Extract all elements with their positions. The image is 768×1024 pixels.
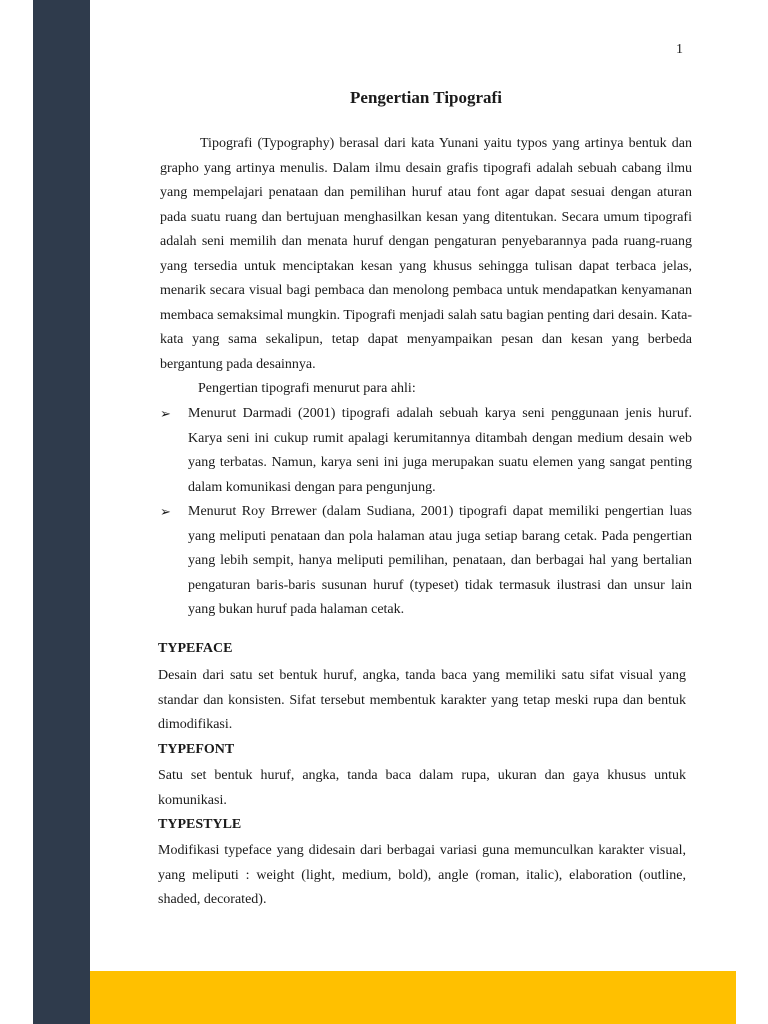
section-body-typestyle: Modifikasi typeface yang didesain dari berbagai variasi guna memunculkan karakter visual, yang meliputi : weight (light, medium, bold), angle (roman, italic), elaboration (outline, shaded, decorated).	[158, 843, 686, 907]
bullet-arrow-icon: ➢	[160, 504, 171, 519]
section-body-typeface: Desain dari satu set bentuk huruf, angka, tanda baca yang memiliki satu sifat visual yang standar dan konsisten. Sifat tersebut membentuk karakter yang tetap meski rupa dan bentuk dimodifikasi.	[158, 668, 686, 732]
sidebar-decoration	[33, 0, 90, 1024]
bullet-arrow-icon: ➢	[160, 406, 171, 421]
page-margin-right	[736, 0, 768, 1024]
bullet-text: Menurut Darmadi (2001) tipografi adalah sebuah karya seni penggunaan jenis huruf. Karya seni ini cukup rumit apalagi kerumitannya ditambah dengan medium desain web yang terbatas. Namun, karya seni ini juga merupakan suatu elemen yang sangat penting dalam komunikasi dengan para pengunjung.	[188, 406, 692, 495]
section-heading-typeface: TYPEFACE	[158, 641, 233, 656]
page-number: 1	[676, 42, 683, 57]
section-body-typefont: Satu set bentuk huruf, angka, tanda baca dalam rupa, ukuran dan gaya khusus untuk komunikasi.	[158, 768, 686, 808]
section-heading-typefont: TYPEFONT	[158, 742, 235, 757]
bullet-text: Menurut Roy Brrewer (dalam Sudiana, 2001) tipografi dapat memiliki pengertian luas yang meliputi penataan dan pola halaman atau juga setiap barang cetak. Pada pengertian yang lebih sempit, hanya meliputi pemilihan, penataan, dan berbagai hal yang bertalian pengaturan baris-baris susunan huruf (typeset) tidak termasuk ilustrasi dan unsur lain yang bukan huruf pada halaman cetak.	[188, 504, 692, 617]
intro-paragraph: Tipografi (Typography) berasal dari kata Yunani yaitu typos yang artinya bentuk dan grapho yang artinya menulis. Dalam ilmu desain grafis tipografi adalah sebuah cabang ilmu yang mempelajari penataan dan pemilihan huruf atau font agar dapat sesuai dengan aturan pada suatu ruang dan bertujuan menghasilkan kesan yang ditentukan. Secara umum tipografi adalah seni memilih dan menata huruf dengan pengaturan penyebarannya pada ruang-ruang yang tersedia untuk menciptakan kesan yang khusus sehingga tulisan dapat terbaca jelas, menarik secara visual bagi pembaca dan menolong pembaca untuk mendapatkan kenyamanan membaca semaksimal mungkin. Tipografi menjadi salah satu bagian penting dari desain. Kata-kata yang sama sekalipun, tetap dapat menyampaikan pesan dan kesan yang berbeda bergantung pada desainnya.	[160, 136, 692, 372]
page-title: Pengertian Tipografi	[350, 88, 502, 107]
footer-band	[90, 971, 736, 1024]
section-heading-typestyle: TYPESTYLE	[158, 817, 242, 832]
page-margin-left	[0, 0, 33, 1024]
experts-intro: Pengertian tipografi menurut para ahli:	[198, 381, 416, 396]
